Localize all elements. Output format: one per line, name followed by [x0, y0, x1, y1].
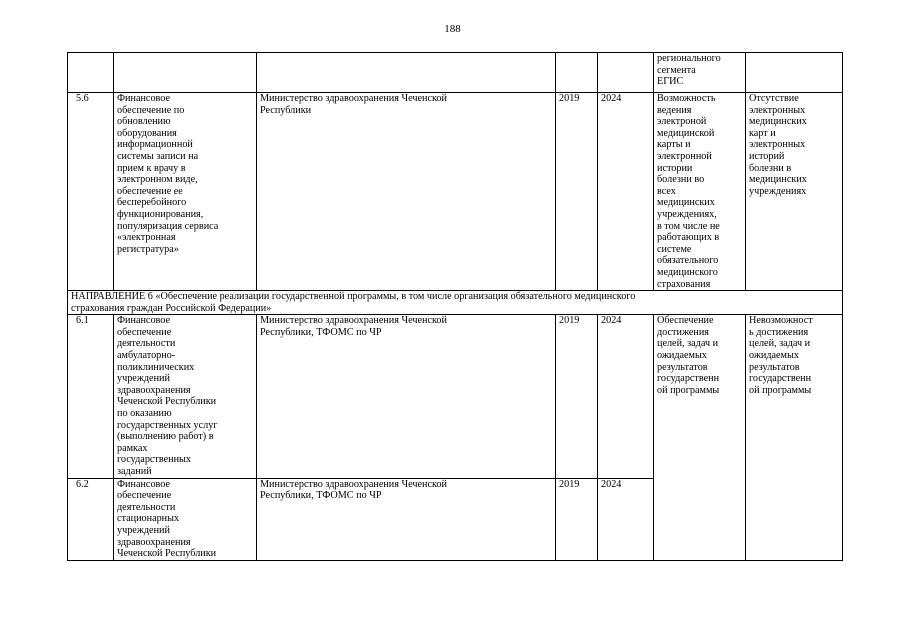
- measures-table: [67, 52, 843, 561]
- cell-start-year: [556, 53, 598, 93]
- cell-start-year: 2019: [556, 93, 598, 291]
- cell-name: Финансовое обеспечение деятельности стационарных учреждений здравоохранения Чеченской Республики: [114, 478, 257, 560]
- cell-start-year: 2019: [556, 478, 598, 560]
- cell-end-year: [598, 53, 654, 93]
- cell-name: Финансовое обеспечение деятельности амбулаторно- поликлинических учреждений здравоохранения Чеченской Республики по оказанию государственных услуг (выполнению работ) в рамках государственных заданий: [114, 315, 257, 478]
- cell-end-year: 2024: [598, 315, 654, 478]
- cell-executor: Министерство здравоохранения Чеченской Республики, ТФОМС по ЧР: [257, 478, 556, 560]
- cell-risk: Отсутствие электронных медицинских карт и электронных историй болезни в медицинских учреждениях: [746, 93, 843, 291]
- cell-expected-result: Возможность ведения электроной медицинской карты и электронной истории болезни во всех медицинских учреждениях, в том числе не работающих в системе обязательного медицинского страхования: [654, 93, 746, 291]
- table-row-continued: [68, 53, 843, 93]
- cell-end-year: 2024: [598, 478, 654, 560]
- table-row-5-6: [68, 93, 843, 291]
- cell-risk: Невозможност ь достижения целей, задач и ожидаемых результатов государственн ой программы: [746, 315, 843, 560]
- cell-number: [68, 53, 114, 93]
- cell-name: Финансовое обеспечение по обновлению оборудования информационной системы записи на прием к врачу в электронном виде, обеспечение ее бесперебойного функционирования, популяризация сервиса «электронная регистратура»: [114, 93, 257, 291]
- cell-executor: [257, 53, 556, 93]
- section-heading: НАПРАВЛЕНИЕ 6 «Обеспечение реализации государственной программы, в том числе организация обязательного медицинского страхования граждан Российской Федерации»: [68, 291, 843, 315]
- cell-expected-result: Обеспечение достижения целей, задач и ожидаемых результатов государственн ой программы: [654, 315, 746, 560]
- page-number: 188: [444, 23, 461, 35]
- cell-risk: [746, 53, 843, 93]
- table-row-6-1: [68, 315, 843, 478]
- section-heading-row: [68, 291, 843, 315]
- cell-executor: Министерство здравоохранения Чеченской Республики: [257, 93, 556, 291]
- cell-executor: Министерство здравоохранения Чеченской Республики, ТФОМС по ЧР: [257, 315, 556, 478]
- cell-number: 5.6: [68, 93, 114, 291]
- cell-number: 6.2: [68, 478, 114, 560]
- cell-start-year: 2019: [556, 315, 598, 478]
- cell-end-year: 2024: [598, 93, 654, 291]
- cell-name: [114, 53, 257, 93]
- cell-number: 6.1: [68, 315, 114, 478]
- cell-expected-result: регионального сегмента ЕГИС: [654, 53, 746, 93]
